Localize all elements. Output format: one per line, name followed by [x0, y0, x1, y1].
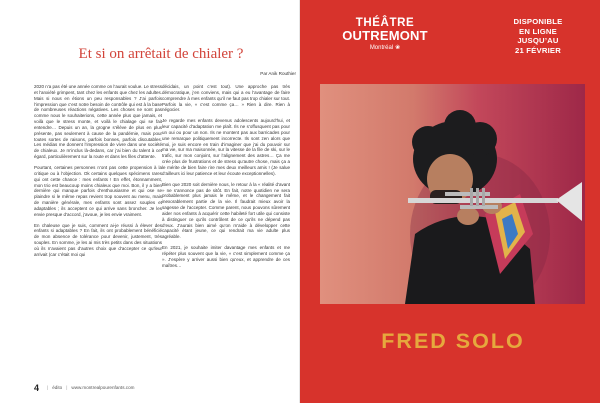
- article-byline: Par Anik Routhier: [260, 71, 296, 76]
- article-column-2: [162, 84, 290, 273]
- availability-notice: [486, 17, 590, 55]
- paragraph: 2020 n’a pas été une année comme on l’aurait voulue. Le stress et l’anxiété grimpent, tant chez les enfants que chez les adultes. Mais si nous en étions un peu responsables ? J’ai parfois l’impression que c’est notre besoin de contrôle qui est à la base de nombreuses réactions négatives. Les choses ne sont pas comme nous le souhaiterions, cette année plus que jamais, et voilà que le stress monte, et voilà le chialage qui se fait entendre… Depuis un an, la grogne s’élève de plus en plus présente, pas seulement à cause de la pandémie, mais pour toutes sortes de raisons, parfois bonnes, parfois discutables. Les médias me donnent l’impression de vivre dans une société de chialeux. Je m’inclus là-dedans, car j’ai bien du talent à cet égard, particulièrement sur la route et dans les files d’attente.: [34, 84, 162, 160]
- logo-line-2: OUTREMONT: [342, 28, 428, 43]
- website-link[interactable]: www.montrealpourenfants.com: [71, 385, 135, 390]
- musician-illustration: [320, 84, 585, 304]
- paragraph: En 2021, je souhaite imiter davantage mes enfants et me répéter plus souvent que la vie, « c’est simplement comme ça ». J’espère y arriver aussi bien qu’eux, et apprendre de ces maîtres…: [162, 245, 290, 268]
- paragraph: Pourtant, certaines personnes n’ont pas cette propension à la critique ou à l’objection. Ok certains quelques spécimens rares qui ont cette chance : mes enfants ! En effet, étonnamment, mon trio est beaucoup moins chialeux que moi. Bon, il y a bien dernière qui manque parfois d’enthousiasme et qui ose se plaindre si le même repas revient trop souvent au menu, mais de manière générale, mes enfants sont assez souples et adaptables ; ils acceptent ce qui arrive sans broncher. Je les envie presque d’accord, j’avoue, je les envie vraiment.: [34, 164, 162, 217]
- paragraph: Je regarde mes enfants devenus adolescents aujourd’hui, et leur capacité d’adaptation me plaît. Ils ne s’offusquent pas pour un oui ou pour un non. Ils ne montent pas aux barricades pour une remarque politiquement incorrecte. Ils sont zen alors que moi, je suis encore en train d’imaginer que j’ai du pouvoir sur ma vie, sur ma maisonnée, sur la vitesse de la file de ski, sur le trafic, sur mon conjoint, sur l’alignement des astres… Ça me crée plus de frustrations et de stress qu’autre chose, mais ça a le mérite de bien faire rire mes deux meilleurs amis ! (Je salue d’ailleurs ici leur patience et leur écoute exceptionnelles).: [162, 118, 290, 176]
- logo-line-1: THÉÂTRE: [355, 17, 415, 29]
- page-footer: 4 | édito | www.montrealpourenfants.com: [34, 383, 135, 393]
- flower-icon: ❀: [395, 45, 401, 51]
- paragraph: En chaleuse que je suis, comment ai-je réussi à élever des enfants si adaptables ? En fait, ils ont probablement bénéficié de mon absence de tolérance pour devenir, justement, très souples. En somme, je les ai mis très petits dans des situations où ils n’avaient pas d’autres choix que d’accepter ce qu’leur arrivait (car c’était moi qui: [34, 222, 162, 257]
- section-label: édito: [52, 385, 63, 390]
- article-column-1: [34, 84, 162, 263]
- paragraph: décidais, un point c’est tout). Une approche pas très démocratique, j’en conviens, mais qui a eu l’avantage de faire comprendre à mes enfants qu’il ne faut pas trop chialer sur tout. Parfois la vie, « c’est comme ça… » Rien à dire. Rien à négocier.: [162, 84, 290, 113]
- article-title: Et si on arrêtait de chialer ?: [78, 46, 244, 62]
- paragraph: Bien que 2020 soit dernière nous, le retour à la « réalité d’avant » ne s’annonce pas de sitôt. En fait, notre quotidien ne sera probablement plus jamais le même, et le changement fait inexorablement partie de la vie. Il faudrait mieux avoir la sagesse de l’accepter. Comme parent, nous pouvons sûrement aider nos enfants à acquérir cette habileté fort utile qui consiste à distinguer ce qu’ils contrôlent de ce qu’ils ne dépend pas d’eux. J’aurais bien aimé qu’on m’aide à développer cette capacité étant jeune, ce qui rendrait ma vie adulte plus agréable.: [162, 181, 290, 240]
- availability-line: EN LIGNE: [519, 26, 557, 36]
- availability-line: 21 FÉVRIER: [514, 45, 561, 55]
- availability-line: JUSQU’AU: [517, 36, 559, 46]
- logo-city: Montréal: [369, 45, 394, 51]
- theatre-logo: [333, 17, 437, 51]
- trumpet-player-photo: [320, 84, 585, 304]
- advertisement-page: [300, 0, 600, 403]
- artist-name: FRED SOLO: [381, 329, 525, 353]
- page-number: 4: [34, 383, 40, 393]
- availability-line: DISPONIBLE: [513, 17, 563, 26]
